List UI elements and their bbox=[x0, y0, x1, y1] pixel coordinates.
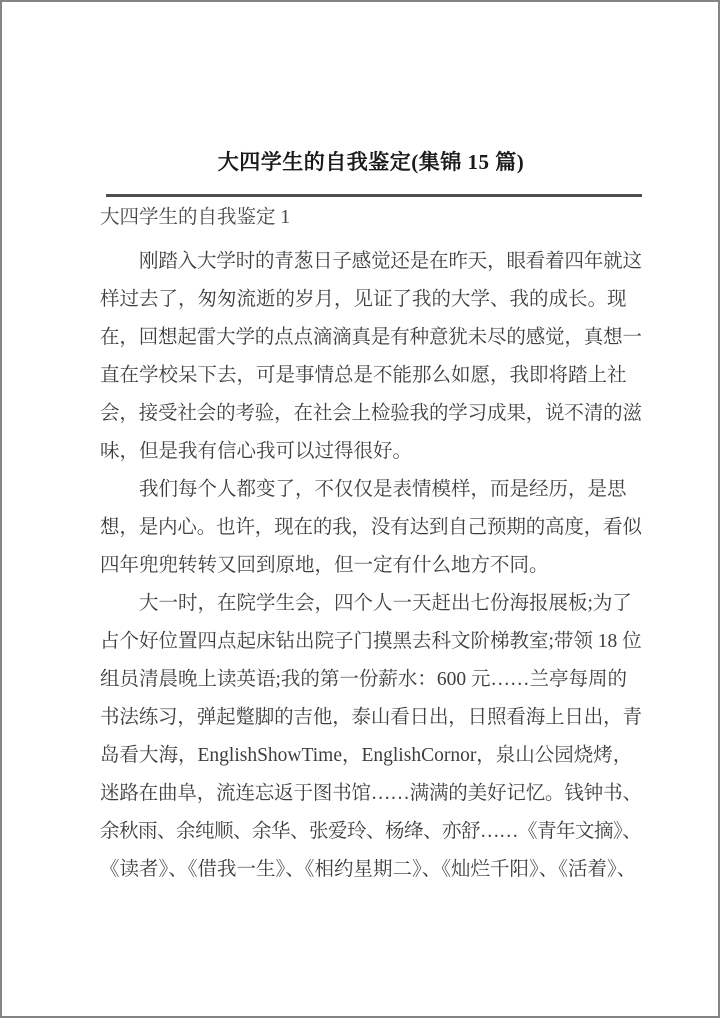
document-title: 大四学生的自我鉴定(集锦 15 篇) bbox=[217, 150, 525, 174]
text-line: 会，接受社会的考验，在社会上检验我的学习成果，说不清的滋 bbox=[100, 403, 642, 424]
text-line: 四年兜兜转转又回到原地，但一定有什么地方不同。 bbox=[100, 555, 549, 576]
text-line: 占个好位置四点起床钻出院子门摸黑去科文阶梯教室;带领 18 位 bbox=[100, 631, 642, 652]
text-line: 我们每个人都变了，不仅仅是表情模样，而是经历，是思 bbox=[139, 479, 627, 500]
text-line: 书法练习，弹起蹩脚的吉他，泰山看日出，日照看海上日出，青 bbox=[100, 707, 642, 728]
text-line: 大一时，在院学生会，四个人一天赶出七份海报展板;为了 bbox=[139, 593, 632, 614]
paragraph bbox=[100, 585, 642, 889]
paragraph bbox=[100, 243, 642, 471]
text-line: 迷路在曲阜，流连忘返于图书馆……满满的美好记忆。钱钟书、 bbox=[100, 783, 642, 804]
text-line: 岛看大海，EnglishShowTime，EnglishCornor，泉山公园烧烤， bbox=[100, 745, 633, 766]
text-line: 组员清晨晚上读英语;我的第一份薪水：600 元……兰亭每周的 bbox=[100, 669, 628, 690]
text-line: 味，但是我有信心我可以过得很好。 bbox=[100, 441, 413, 462]
text-line: 余秋雨、余纯顺、余华、张爱玲、杨绛、亦舒……《青年文摘》、 bbox=[100, 821, 642, 842]
text-line: 想，是内心。也许，现在的我，没有达到自己预期的高度，看似 bbox=[100, 517, 642, 538]
title-divider bbox=[106, 194, 642, 197]
text-line: 样过去了，匆匆流逝的岁月，见证了我的大学、我的成长。现 bbox=[100, 289, 627, 310]
paragraph bbox=[100, 471, 642, 585]
document-body bbox=[100, 243, 642, 889]
text-line: 直在学校呆下去，可是事情总是不能那么如愿，我即将踏上社 bbox=[100, 365, 627, 386]
text-line: 刚踏入大学时的青葱日子感觉还是在昨天，眼看着四年就这 bbox=[139, 251, 642, 272]
section-heading: 大四学生的自我鉴定 1 bbox=[100, 207, 291, 228]
text-line: 《读者》、《借我一生》、《相约星期二》、《灿烂千阳》、《活着》、 bbox=[100, 859, 637, 880]
text-line: 在，回想起雷大学的点点滴滴真是有种意犹未尽的感觉，真想一 bbox=[100, 327, 642, 348]
